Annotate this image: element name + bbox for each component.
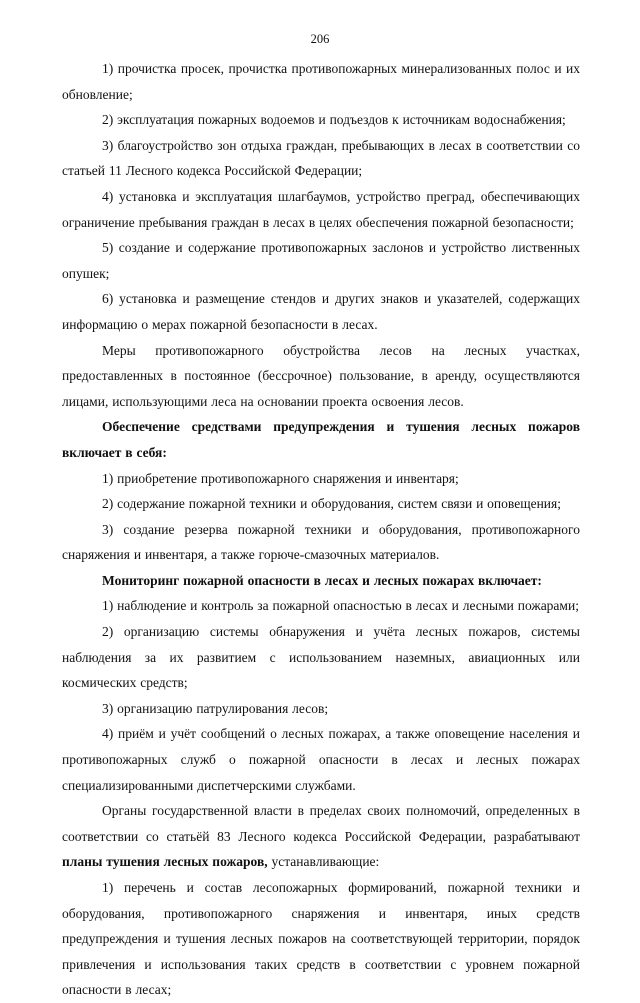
list-item-info-stands: 6) установка и размещение стендов и других знаков и указателей, содержащих информацию о мерах пожарной безопасности в лесах. [62, 291, 580, 332]
list-item-recreation-zones: 3) благоустройство зон отдыха граждан, пребывающих в лесах в соответствии со статьей 11 Лесного кодекса Российской Федерации; [62, 137, 580, 179]
list-item-equipment-maintenance: 2) содержание пожарной техники и оборудования, систем связи и оповещения; [102, 496, 561, 512]
organs-bold-plans: планы тушения лесных пожаров, [62, 854, 268, 870]
paragraph-leased-plots: Меры противопожарного обустройства лесов на лесных участках, предоставленных в постоянное (бессрочное) пользование, в аренду, осуществляются лицами, использующими леса на основании проекта освоения лесов. [62, 342, 580, 409]
organs-text-before: Органы государственной власти в пределах своих полномочий, определенных в соответствии со статьёй 83 Лесного кодекса Российской Федерации, разрабатывают [62, 803, 580, 844]
section-heading-monitoring: Мониторинг пожарной опасности в лесах и лесных пожарах включает: [102, 572, 542, 588]
list-item-clearing: 1) прочистка просек, прочистка противопожарных минерализованных полос и их обновление; [62, 61, 580, 102]
list-item-reports: 4) приём и учёт сообщений о лесных пожарах, а также оповещение населения и противопожарных служб о пожарной опасности в лесах и лесных пожарах специализированными диспетчерскими службами. [62, 726, 580, 793]
list-item-reserve: 3) создание резерва пожарной техники и оборудования, противопожарного снаряжения и инвентаря, а также горюче-смазочных материалов. [62, 521, 580, 563]
paragraph-government-organs [62, 798, 580, 875]
list-item-water-bodies: 2) эксплуатация пожарных водоемов и подъездов к источникам водоснабжения; [102, 112, 566, 128]
organs-text-after: устанавливающие: [267, 854, 380, 870]
list-item-equipment-purchase: 1) приобретение противопожарного снаряжения и инвентаря; [102, 470, 459, 486]
list-item-detection-system: 2) организацию системы обнаружения и учёта лесных пожаров, системы наблюдения за их развитием с использованием наземных, авиационных или космических средств; [62, 624, 580, 691]
list-item-fire-screens: 5) создание и содержание противопожарных заслонов и устройство лиственных опушек; [62, 240, 580, 281]
section-heading-provision: Обеспечение средствами предупреждения и тушения лесных пожаров включает в себя: [62, 419, 580, 460]
list-item-patrolling: 3) организацию патрулирования лесов; [102, 700, 329, 716]
page-number: 206 [310, 32, 330, 46]
list-item-barriers: 4) установка и эксплуатация шлагбаумов, устройство преград, обеспечивающих ограничение пребывания граждан в лесах в целях обеспечения пожарной безопасности; [62, 188, 580, 230]
list-item-formations: 1) перечень и состав лесопожарных формирований, пожарной техники и оборудования, противопожарного снаряжения и инвентаря, иных средств предупреждения и тушения лесных пожаров на соответствующей территории, порядок привлечения и использования таких средств в соответствии с уровнем пожарной опасности в лесах; [62, 880, 580, 998]
list-item-observation: 1) наблюдение и контроль за пожарной опасностью в лесах и лесными пожарами; [102, 598, 579, 614]
page-content [62, 56, 580, 1003]
